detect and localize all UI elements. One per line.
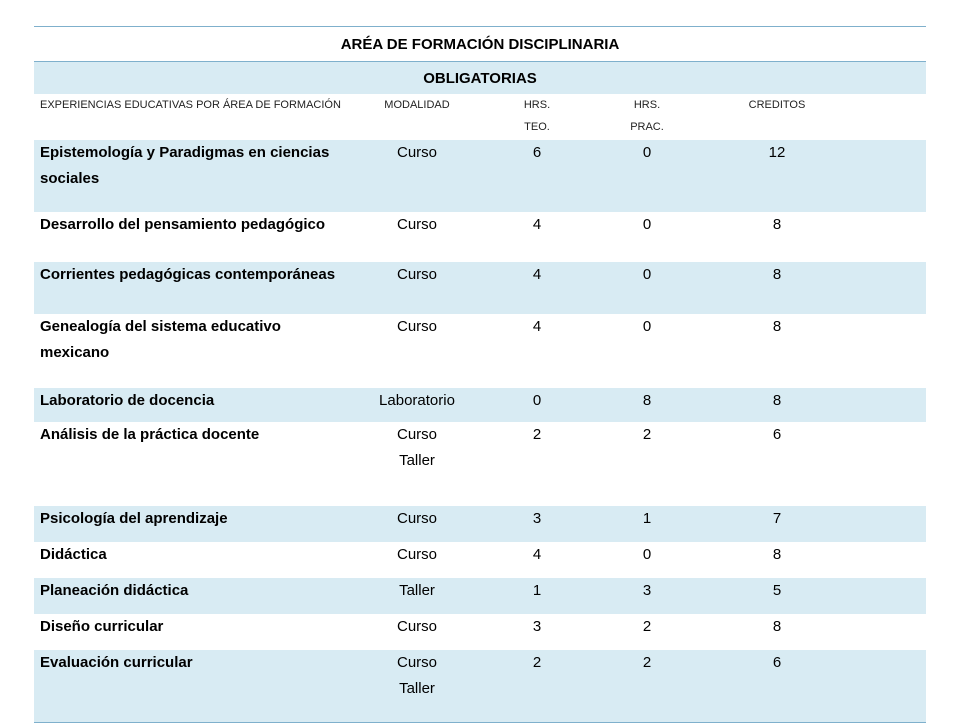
row-modalidad [352,614,482,640]
row-hrs-prac: 3 [642,582,652,599]
header-row [34,94,926,140]
table-row [34,262,926,314]
row-creditos: 8 [772,318,782,335]
row-name: Epistemología y Paradigmas en ciencias sociales [40,144,330,187]
row-modalidad-primary: Curso [396,216,437,233]
row-modalidad [352,422,482,474]
row-name: Análisis de la práctica docente [40,426,260,443]
table-row [34,388,926,422]
row-hrs-teo: 0 [532,392,542,409]
row-hrs-teo: 4 [532,546,542,563]
row-name: Genealogía del sistema educativo mexicano [40,318,281,361]
row-modalidad-primary: Curso [396,144,437,161]
row-modalidad [352,542,482,568]
row-modalidad-primary: Curso [396,426,437,443]
header-hrs-teo [482,94,592,138]
row-hrs-prac: 1 [642,510,652,527]
row-name: Laboratorio de docencia [40,392,215,409]
row-hrs-teo: 2 [532,426,542,443]
header-hrs-teo-line1: HRS. [523,99,551,111]
row-hrs-teo: 3 [532,618,542,635]
row-modalidad-primary: Curso [396,546,437,563]
row-hrs-prac: 2 [642,654,652,671]
curriculum-table [34,26,926,723]
header-modalidad: MODALIDAD [384,99,450,111]
row-creditos: 8 [772,546,782,563]
row-hrs-teo: 1 [532,582,542,599]
row-modalidad-primary: Laboratorio [379,392,455,409]
row-hrs-teo: 2 [532,654,542,671]
row-name: Desarrollo del pensamiento pedagógico [40,216,326,233]
table-row [34,506,926,542]
header-hrs-prac-line1: HRS. [633,99,661,111]
row-modalidad [352,650,482,702]
row-hrs-teo: 3 [532,510,542,527]
row-hrs-teo: 4 [532,216,542,233]
row-hrs-teo: 4 [532,318,542,335]
header-hrs-teo-line2: TEO. [524,121,550,133]
row-creditos: 5 [772,582,782,599]
row-creditos: 8 [772,266,782,283]
row-creditos: 8 [772,216,782,233]
row-modalidad [352,314,482,340]
row-modalidad-primary: Curso [396,510,437,527]
row-creditos: 12 [768,144,786,161]
table-row [34,614,926,650]
table-row [34,314,926,388]
row-modalidad-primary: Curso [396,318,437,335]
header-hrs-prac [592,94,702,138]
table-subtitle: OBLIGATORIAS [423,69,537,87]
row-name: Diseño curricular [40,618,164,635]
row-creditos: 6 [772,654,782,671]
row-creditos: 7 [772,510,782,527]
table-title-row [34,27,926,62]
row-hrs-prac: 0 [642,144,652,161]
row-modalidad [352,506,482,532]
row-modalidad-primary: Curso [396,654,437,671]
table-row [34,542,926,578]
row-creditos: 8 [772,392,782,409]
row-hrs-prac: 0 [642,318,652,335]
header-creditos: CREDITOS [748,99,806,111]
header-experiencias: EXPERIENCIAS EDUCATIVAS POR ÁREA DE FORMACIÓN [40,99,341,111]
row-modalidad [352,212,482,238]
row-hrs-prac: 2 [642,618,652,635]
row-modalidad-primary: Taller [399,582,435,599]
row-creditos: 8 [772,618,782,635]
header-hrs-prac-line2: PRAC. [630,121,664,133]
table-body [34,140,926,722]
row-name: Psicología del aprendizaje [40,510,228,527]
row-hrs-prac: 0 [642,266,652,283]
table-title: ARÉA DE FORMACIÓN DISCIPLINARIA [340,35,620,53]
row-name: Evaluación curricular [40,654,193,671]
row-name: Planeación didáctica [40,582,189,599]
table-row [34,650,926,722]
row-modalidad [352,388,482,414]
row-hrs-prac: 0 [642,216,652,233]
row-name: Didáctica [40,546,107,563]
row-name: Corrientes pedagógicas contemporáneas [40,266,336,283]
table-row [34,578,926,614]
row-hrs-prac: 0 [642,546,652,563]
row-modalidad-primary: Curso [396,618,437,635]
row-hrs-prac: 8 [642,392,652,409]
row-hrs-teo: 4 [532,266,542,283]
row-modalidad-primary: Curso [396,266,437,283]
table-row [34,212,926,262]
row-modalidad [352,140,482,166]
table-row [34,140,926,212]
row-hrs-prac: 2 [642,426,652,443]
row-modalidad [352,262,482,288]
table-row [34,422,926,506]
row-modalidad-secondary: Taller [399,680,435,697]
row-hrs-teo: 6 [532,144,542,161]
table-subtitle-row [34,62,926,94]
row-modalidad [352,578,482,604]
row-creditos: 6 [772,426,782,443]
row-modalidad-secondary: Taller [399,452,435,469]
